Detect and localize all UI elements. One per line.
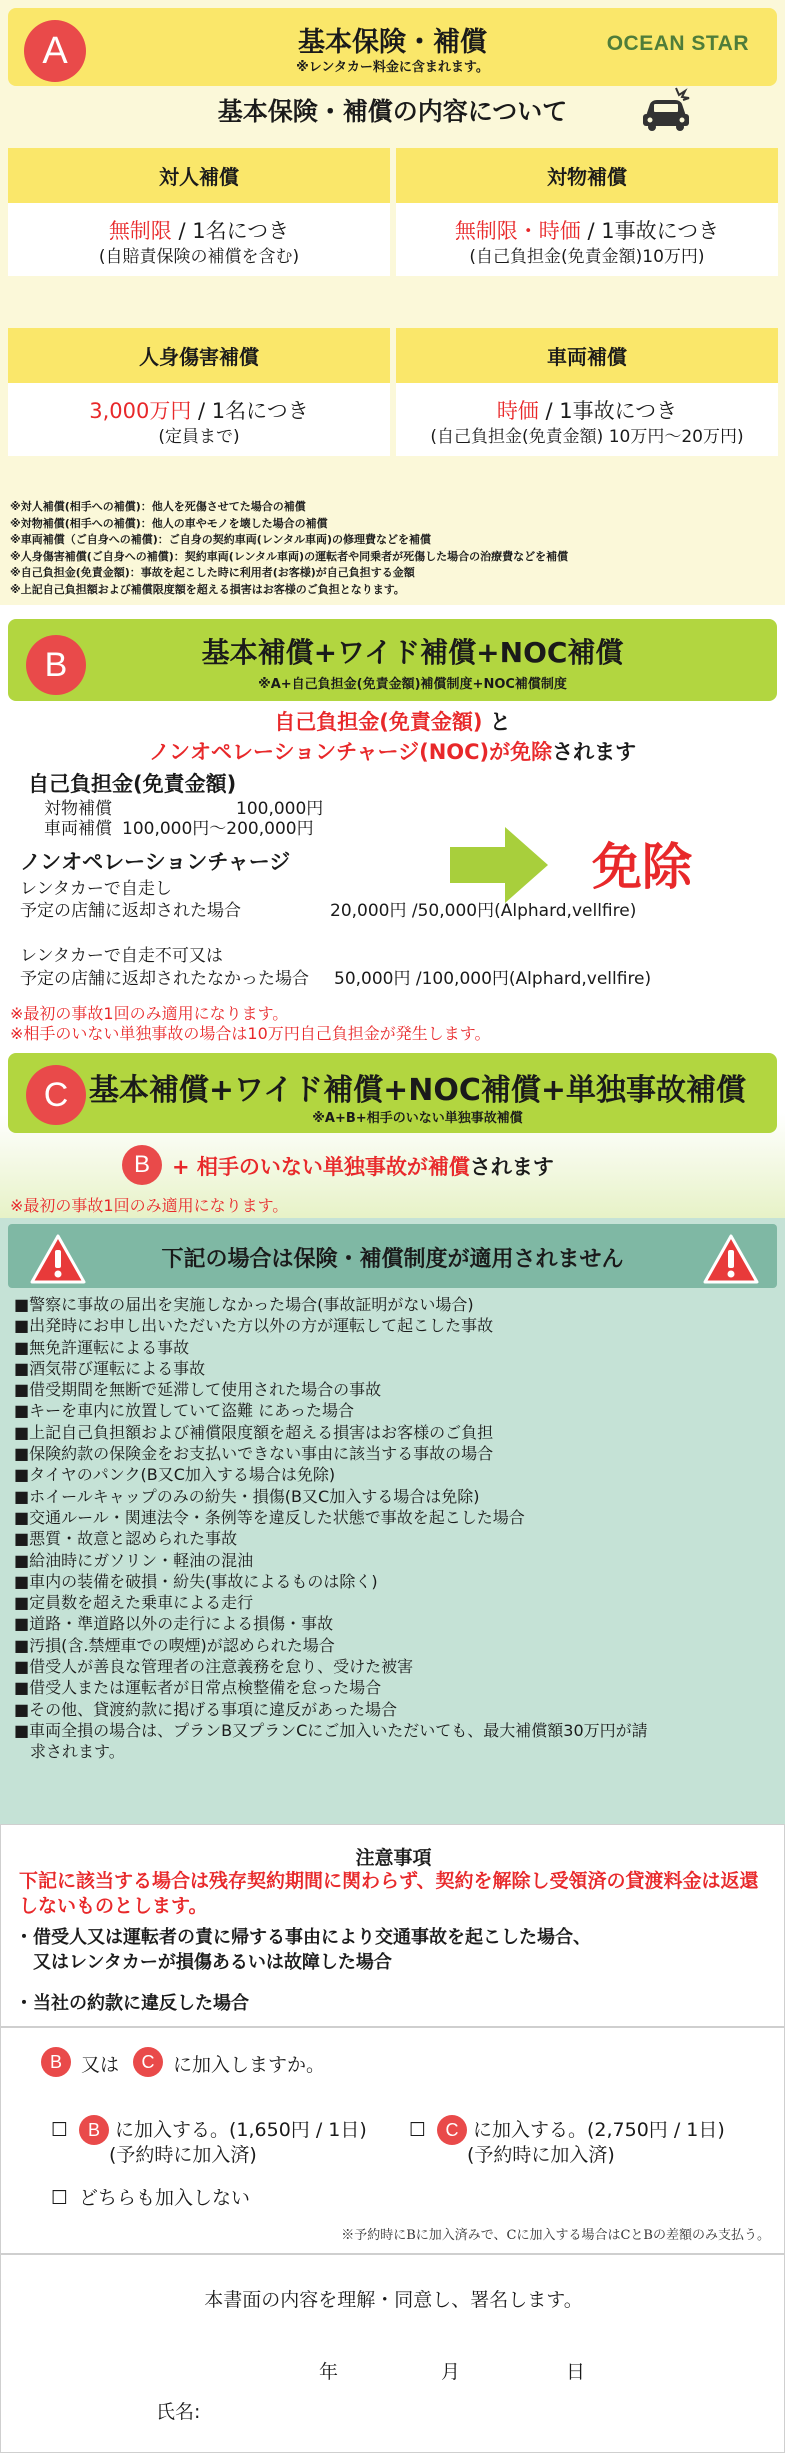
card-value: 時価 — [496, 399, 539, 423]
list-item: ■上記自己負担額および補償限度額を超える損害はお客様のご負担 — [14, 1422, 494, 1442]
exclusions-list — [14, 1294, 774, 1763]
noc-title: ノンオペレーションチャージ — [20, 850, 291, 874]
cautions-item: ・当社の約款に違反した場合 — [15, 1993, 249, 2014]
card-unit: / 1名につき — [171, 219, 290, 243]
card-personal-injury — [8, 328, 390, 456]
badge-b: B — [26, 635, 86, 695]
card-title: 人身傷害補償 — [8, 328, 390, 383]
option-plan-b-label: に加入する。(1,650円 / 1日) — [115, 2119, 367, 2141]
card-value: 無制限・時価 — [454, 219, 581, 243]
warning-icon — [703, 1234, 759, 1284]
list-item: ■定員数を超えた乗車による走行 — [14, 1593, 254, 1613]
vehicle-label: 車両補償 — [44, 819, 112, 839]
section-b-title: 基本補償+ワイド補償+NOC補償 — [201, 636, 624, 669]
section-c-line — [172, 1151, 554, 1181]
list-item: ■給油時にガソリン・軽油の混油 — [14, 1550, 254, 1570]
property-value: 100,000円 — [236, 799, 324, 819]
list-item: ■交通ルール・関連法令・条例等を違反した状態で事故を起こした場合 — [14, 1507, 525, 1527]
section-a-notes — [10, 499, 780, 599]
section-c-title: 基本補償+ワイド補償+NOC補償+単独事故補償 — [88, 1073, 747, 1108]
lead-rest: されます — [552, 740, 637, 764]
note-line: ※車両補償（ご自身への補償)：ご自身の契約車両(レンタル車両)の修理費などを補償 — [10, 533, 432, 547]
noc-line: レンタカーで自走し — [20, 879, 172, 899]
list-item: ■車内の装備を破損・紛失(事故によるものは除く) — [14, 1571, 378, 1591]
note-line: ※対物補償(相手への補償)：他人の車やモノを壊した場合の補償 — [10, 516, 328, 530]
list-item: ■道路・準道路以外の走行による損傷・事故 — [14, 1614, 334, 1634]
join-question: に加入しますか。 — [173, 2054, 326, 2076]
noc-line: 予定の店舗に返却された場合 — [20, 901, 241, 921]
list-item: ■無免許運転による事故 — [14, 1337, 190, 1357]
checkbox-none[interactable]: ☐ — [51, 2187, 69, 2209]
join-section — [0, 2027, 785, 2254]
card-unit: / 1事故につき — [580, 219, 720, 243]
list-item: ■借受人または運転者が日常点検整備を怠った場合 — [14, 1678, 382, 1698]
list-item: ■タイヤのパンク(B又C加入する場合は免除) — [14, 1465, 336, 1485]
card-vehicle — [396, 328, 778, 456]
cautions-title: 注意事項 — [355, 1847, 432, 1869]
list-item: ■出発時にお申し出いただいた方以外の方が運転して起こした事故 — [14, 1316, 494, 1336]
line-rest: されます — [469, 1155, 554, 1179]
section-a-subtitle: ※レンタカー料金に含まれます。 — [296, 60, 489, 75]
arrow-right-icon — [450, 827, 548, 903]
section-c — [0, 1043, 785, 1218]
vehicle-value: 100,000円〜200,000円 — [122, 819, 314, 839]
date-year-label: 年 — [319, 2361, 339, 2383]
name-label: 氏名: — [156, 2401, 201, 2423]
property-label: 対物補償 — [44, 799, 112, 819]
list-item: ■悪質・故意と認められた事故 — [14, 1529, 238, 1549]
option-none-label: どちらも加入しない — [79, 2187, 251, 2209]
join-question-or: 又は — [81, 2054, 120, 2076]
list-item: ■その他、貸渡約款に掲げる事項に違反があった場合 — [14, 1699, 397, 1719]
card-value: 無制限 — [108, 219, 172, 243]
list-item: 求されます。 — [14, 1742, 125, 1762]
deductible-title: 自己負担金(免責金額) — [28, 772, 237, 796]
date-month-label: 月 — [441, 2361, 461, 2383]
list-item: ■警察に事故の届出を実施しなかった場合(事故証明がない場合) — [14, 1295, 474, 1314]
cautions-item — [15, 1925, 775, 1975]
car-accident-icon — [640, 86, 692, 134]
signature-section — [0, 2254, 785, 2453]
noc-value: 50,000円 /100,000円(Alphard,vellfire) — [334, 969, 652, 989]
badge-a: A — [24, 20, 86, 82]
note-line: ※自己負担金(免責金額)：事故を起こした時に利用者(お客様)が自己負担する金額 — [10, 566, 415, 580]
section-b-lead — [0, 707, 785, 767]
option-prebook-note: (予約時に加入済) — [109, 2144, 257, 2166]
card-bodily-injury — [8, 148, 390, 276]
exclusions-title: 下記の場合は保険・補償制度が適用されません — [161, 1247, 624, 1272]
note-line: ※人身傷害補償(ご自身への補償)：契約車両(レンタル車両)の運転者や同乗者が死傷した場合の治療費などを補償 — [10, 549, 569, 563]
section-b-subtitle: ※A+自己負担金(免責金額)補償制度+NOC補償制度 — [258, 677, 567, 692]
card-note: (定員まで) — [158, 427, 240, 447]
noc-line: レンタカーで自走不可又は — [20, 946, 223, 966]
signature-statement: 本書面の内容を理解・同意し、署名します。 — [204, 2289, 583, 2311]
cautions-section — [0, 1824, 785, 2027]
card-unit: / 1名につき — [191, 399, 309, 423]
cautions-item-line: 又はレンタカーが損傷あるいは故障した場合 — [15, 1952, 392, 1973]
badge-b-small: B — [41, 2047, 71, 2077]
card-unit: / 1事故につき — [538, 399, 678, 423]
badge-b-small: B — [79, 2115, 109, 2145]
section-a — [0, 0, 785, 605]
badge-c-small: C — [437, 2115, 467, 2145]
checkbox-plan-b[interactable]: ☐ — [51, 2119, 69, 2141]
badge-c: C — [26, 1065, 86, 1125]
list-item: ■酒気帯び運転による事故 — [14, 1358, 206, 1378]
list-item: ■ホイールキャップのみの紛失・損傷(B又C加入する場合は免除) — [14, 1486, 480, 1506]
section-c-subtitle: ※A+B+相手のいない単独事故補償 — [312, 1111, 523, 1126]
list-item: ■借受人が善良な管理者の注意義務を怠り、受けた被害 — [14, 1657, 414, 1677]
exempt-label: 免除 — [592, 838, 692, 896]
exclusions-section — [0, 1218, 785, 1824]
list-item: ■汚損(含.禁煙車での喫煙)が認められた場合 — [14, 1635, 335, 1655]
card-title: 対人補償 — [8, 148, 390, 203]
section-b — [0, 605, 785, 1043]
checkbox-plan-c[interactable]: ☐ — [409, 2119, 427, 2141]
card-note: (自己負担金(免責金額)10万円) — [469, 247, 705, 267]
card-value: 3,000万円 — [89, 399, 192, 423]
section-c-header — [8, 1053, 777, 1133]
note-line: ※対人補償(相手への補償)：他人を死傷させてた場合の補償 — [10, 500, 306, 513]
list-item: ■車両全損の場合は、プランB又プランCにご加入いただいても、最大補償額30万円が請 — [14, 1720, 648, 1740]
brand-logo: OCEAN STAR — [606, 32, 749, 55]
section-a-title: 基本保険・補償 — [298, 27, 487, 58]
lead-rest: と — [482, 710, 511, 734]
noc-line: 予定の店舗に返却されたなかった場合 — [20, 969, 309, 989]
badge-c-small: C — [133, 2047, 163, 2077]
option-prebook-note: (予約時に加入済) — [467, 2144, 615, 2166]
section-b-note: ※相手のいない単独事故の場合は10万円自己負担金が発生します。 — [10, 1024, 491, 1043]
list-item: ■キーを車内に放置していて盗難 にあった場合 — [14, 1401, 355, 1421]
section-c-note: ※最初の事故1回のみ適用になります。 — [10, 1196, 289, 1215]
lead-red: 自己負担金(免責金額) — [274, 710, 483, 734]
card-title: 車両補償 — [396, 328, 778, 383]
noc-value: 20,000円 /50,000円(Alphard,vellfire) — [330, 901, 637, 921]
card-property-damage — [396, 148, 778, 276]
date-day-label: 日 — [566, 2361, 586, 2383]
cautions-warning: 下記に該当する場合は残存契約期間に関わらず、契約を解除し受領済の貸渡料金は返還しないものとします。 — [19, 1870, 759, 1917]
cautions-item-line: ・借受人又は運転者の責に帰する事由により交通事故を起こした場合、 — [15, 1927, 591, 1948]
option-plan-c-label: に加入する。(2,750円 / 1日) — [473, 2119, 725, 2141]
section-a-heading: 基本保険・補償の内容について — [217, 97, 568, 126]
section-a-header — [8, 8, 777, 86]
card-note: (自己負担金(免責金額) 10万円〜20万円) — [430, 427, 744, 447]
section-b-header — [8, 619, 777, 701]
card-title: 対物補償 — [396, 148, 778, 203]
list-item: ■保険約款の保険金をお支払いできない事由に該当する事故の場合 — [14, 1444, 494, 1464]
note-line: ※上記自己負担額および補償限度額を超える損害はお客様のご負担となります。 — [10, 582, 405, 596]
line-red: + 相手のいない単独事故が補償 — [172, 1155, 470, 1179]
section-b-note: ※最初の事故1回のみ適用になります。 — [10, 1004, 289, 1023]
lead-red: ノンオペレーションチャージ(NOC)が免除 — [148, 740, 553, 764]
card-note: (自賠責保険の補償を含む) — [98, 247, 300, 267]
exclusions-header — [8, 1224, 777, 1288]
badge-b-small: B — [122, 1145, 162, 1185]
list-item: ■借受期間を無断で延滞して使用された場合の事故 — [14, 1380, 382, 1400]
join-footnote: ※予約時にBに加入済みで、Cに加入する場合はCとBの差額のみ支払う。 — [341, 2228, 770, 2243]
